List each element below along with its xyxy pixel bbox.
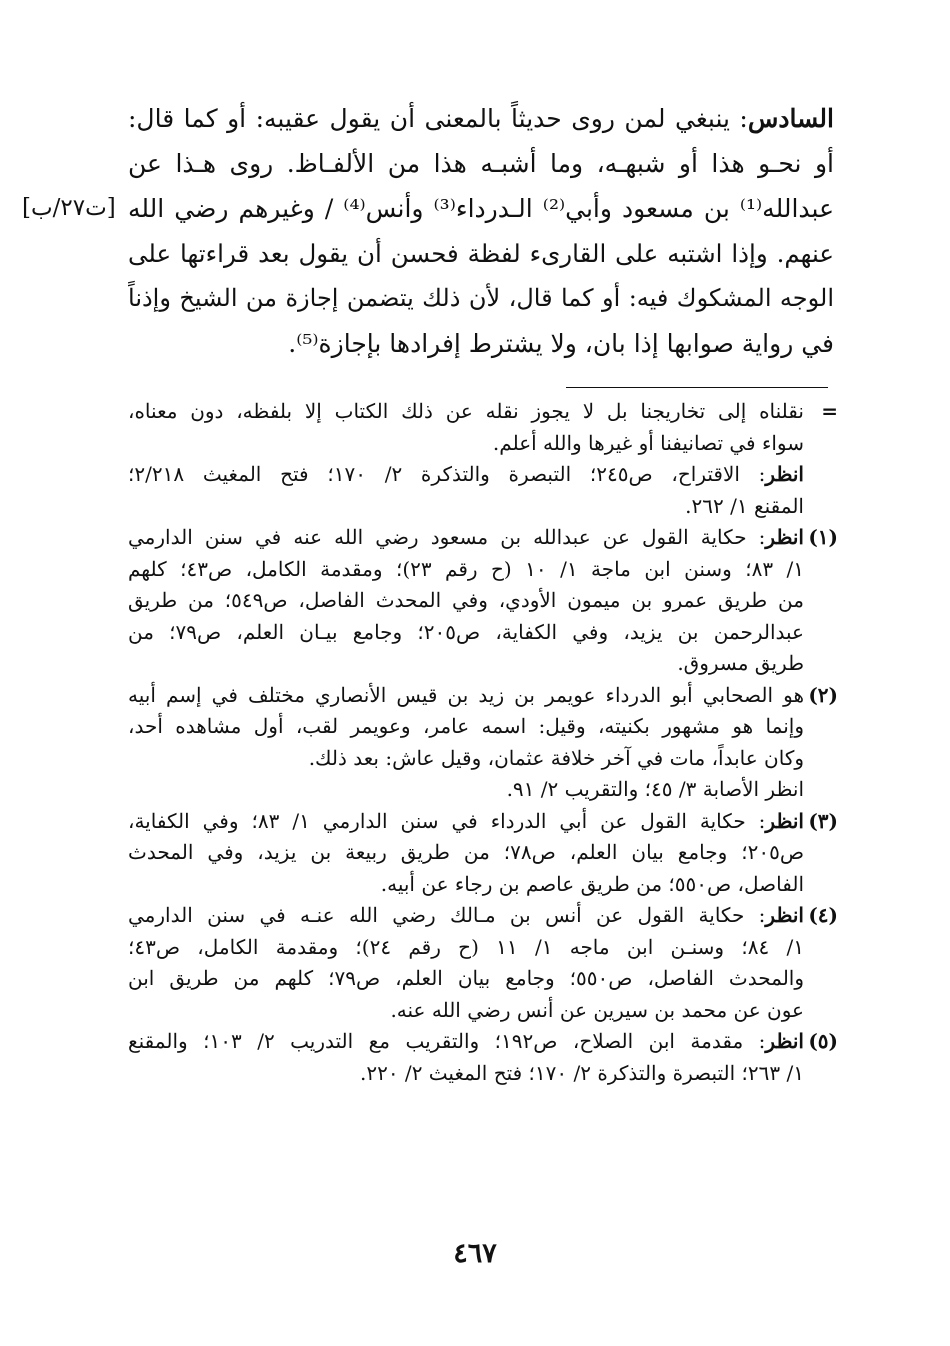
section-heading: السادس	[747, 104, 834, 133]
footnote-3	[128, 806, 838, 901]
footnote-line: المقنع ١/ ٢٦٢.	[685, 493, 804, 518]
footnote-line: هو الصحابي أبو الدرداء عويمر بن زيد بن قيس الأنصاري مختلف في إسم أبيه	[128, 682, 804, 707]
manuscript-folio-marker: [ت٢٧/ب]	[22, 195, 116, 221]
main-line: عبدالله⁽¹⁾ بن مسعود وأبي⁽²⁾ الـدرداء⁽³⁾ وأنس⁽⁴⁾ / وغيرهم رضي الله	[128, 194, 834, 223]
footnote-line: انظر: حكاية القول عن أنس بن مـالك رضي الله عنـه في سنن الدارمي	[128, 903, 804, 927]
footnote-line: انظر: مقدمة ابن الصلاح، ص١٩٢؛ والتقريب مع التدريب ٢/ ١٠٣؛ والمقنع	[128, 1029, 804, 1053]
footnote-line: وإنما هو مشهور بكنيته، وقيل: اسمه عامر، وعويمر لقب، أول مشاهده أحد،	[128, 714, 804, 738]
footnote-4	[128, 900, 838, 1026]
footnote-line: الفاصل، ص٥٥٠؛ من طريق عاصم بن رجاء عن أبيه.	[380, 871, 804, 896]
footnote-marker: (٣)	[808, 808, 838, 833]
main-text	[128, 96, 834, 366]
footnote-continuation	[128, 396, 838, 522]
footnote-line: وكان عابداً، مات في آخر خلافة عثمان، وقيل عاش: بعد ذلك.	[308, 745, 804, 770]
main-line: الوجه المشكوك فيه: أو كما قال، لأن ذلك يتضمن إجازة من الشيخ وإذناً	[128, 284, 834, 312]
footnote-line: ١/ ٨٤؛ وسنـن ابن ماجه ١/ ١١ (ح رقم ٢٤)؛ ومقدمة الكامل، ص٤٣؛	[128, 934, 804, 959]
footnote-5	[128, 1026, 838, 1089]
main-line: أو نحـو هذا أو شبهـه، وما أشبـه هذا من الألفـاظ. روى هـذا عن	[128, 149, 834, 178]
footnote-line: سواء في تصانيفنا أو غيرها والله أعلم.	[492, 430, 804, 455]
footnote-line: انظر الأصابة ٣/ ٤٥؛ والتقريب ٢/ ٩١.	[506, 777, 804, 801]
footnote-line: نقلناه إلى تخاريجنا بل لا يجوز نقله عن ذلك الكتاب إلا بلفظه، دون معناه،	[128, 399, 804, 423]
footnotes	[128, 396, 838, 1089]
page-number: ٤٦٧	[453, 1238, 497, 1269]
footnote-line: ص٢٠٥؛ وجامع بيان العلم، ص٧٨؛ من طريق ربيعة بن يزيد، وفي المحدث	[128, 840, 804, 864]
footnote-line: انظر: الاقتراح، ص٢٤٥؛ التبصرة والتذكرة ٢/ ١٧٠؛ فتح المغيث ٢/٢١٨؛	[128, 462, 804, 486]
footnote-marker: (٤)	[808, 903, 838, 927]
footnote-1	[128, 522, 838, 680]
footnote-line: والمحدث الفاصل، ص٥٥٠؛ وجامع بيان العلم، ص٧٩؛ كلهم من طريق ابن	[128, 966, 804, 990]
main-line: السادس: ينبغي لمن روى حديثاً بالمعنى أن يقول عقيبه: أو كما قال:	[128, 104, 834, 133]
footnote-separator	[566, 387, 828, 388]
footnote-line: ١/ ٢٦٣؛ التبصرة والتذكرة ٢/ ١٧٠؛ فتح المغيث ٢/ ٢٢٠.	[359, 1060, 804, 1085]
footnote-marker: (٢)	[808, 682, 838, 707]
footnote-marker: (٥)	[808, 1029, 838, 1053]
footnote-line: انظر: حكاية القول عن عبدالله بن مسعود رضي الله عنه في سنن الدارمي	[128, 525, 804, 549]
main-line: عنهم. وإذا اشتبه على القارىء لفظة فحسن أن يقول بعد قراءتها على	[128, 239, 834, 268]
footnote-line: عون عن محمد بن سيرين عن أنس رضي الله عنه.	[390, 997, 804, 1022]
footnote-line: من طريق عمرو بن ميمون الأودي، وفي المحدث الفاصل، ص٥٤٩؛ من طريق	[128, 588, 804, 612]
footnote-marker: (١)	[808, 525, 838, 549]
footnote-line: طريق مسروق.	[677, 651, 804, 675]
footnote-marker: =	[821, 399, 838, 423]
footnote-line: انظر: حكاية القول عن أبي الدرداء في سنن الدارمي ١/ ٨٣؛ وفي الكفاية،	[128, 808, 804, 833]
main-line: في رواية صوابها إذا بان، ولا يشترط إفرادها بإجازة⁽⁵⁾.	[288, 329, 834, 358]
footnote-line: عبدالرحمن بن يزيد، وفي الكفاية، ص٢٠٥؛ وجامع بيـان العلم، ص٧٩؛ من	[128, 619, 804, 644]
footnote-2	[128, 680, 838, 806]
footnote-line: ١/ ٨٣؛ وسنن ابن ماجة ١/ ١٠ (ح رقم ٢٣)؛ ومقدمة الكامل، ص٤٣؛ كلهم	[128, 556, 804, 581]
